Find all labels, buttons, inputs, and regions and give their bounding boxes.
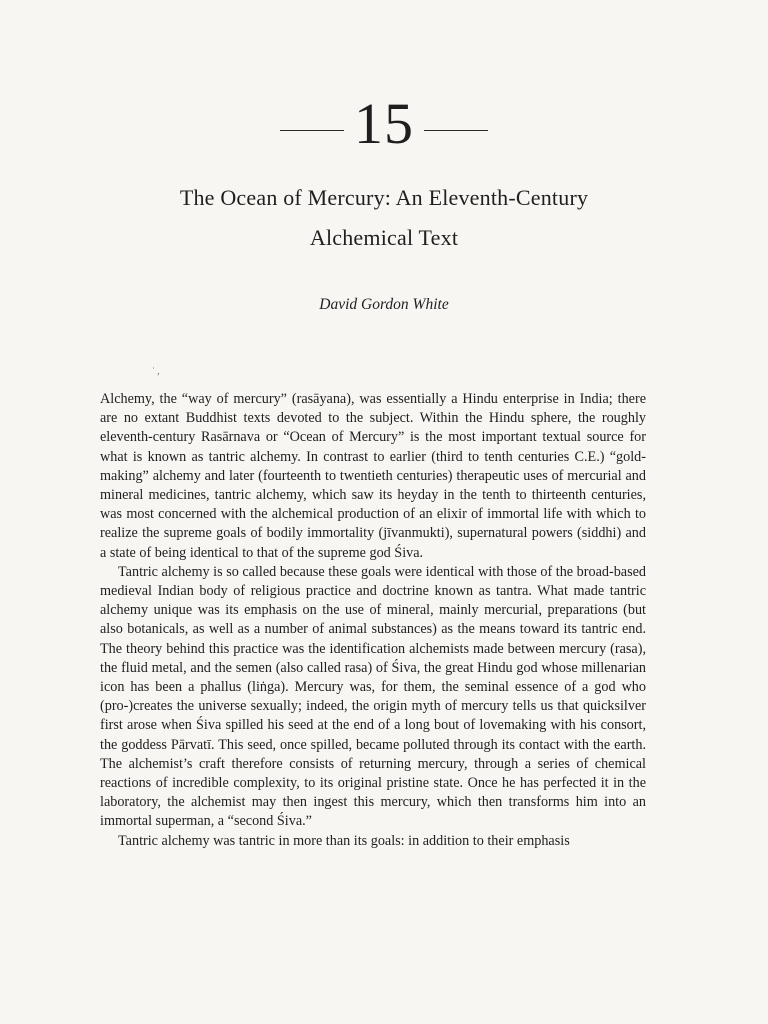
chapter-title-line-2: Alchemical Text (309, 225, 459, 250)
paragraph-1: Alchemy, the “way of mercury” (rasāyana), was essentially a Hindu enterprise in India; there are no extant Buddhist texts devoted to the subject. Within the Hindu sphere, the roughly eleventh-century Rasārnava or “Ocean of Mercury” is the most important textual source for what is known as tantric alchemy. In contrast to earlier (third to tenth centuries C.E.) “gold-making” alchemy and later (fourteenth to twentieth centuries) therapeutic uses of mercurial and mineral medicines, tantric alchemy, which saw its heyday in the tenth to thirteenth centuries, was most concerned with the alchemical production of an elixir of immortal life with which to realize the supreme goals of bodily immortality (jīvanmukti), supernatural powers (siddhi) and a state of being identical to that of the supreme god Śiva. (100, 391, 646, 561)
chapter-title (0, 178, 768, 258)
author-name: David Gordon White (319, 296, 449, 313)
chapter-heading (0, 92, 768, 156)
body-text (100, 390, 646, 851)
paragraph-3: Tantric alchemy was tantric in more than its goals: in addition to their emphasis (118, 832, 570, 849)
right-rule (424, 130, 488, 131)
chapter-number: 15 (354, 91, 414, 156)
print-speck: ˙ , (152, 366, 160, 376)
chapter-title-line-1: The Ocean of Mercury: An Eleventh-Century (179, 185, 589, 210)
left-rule (280, 130, 344, 131)
paragraph-2: Tantric alchemy is so called because these goals were identical with those of the broad-based medieval Indian body of religious practice and doctrine known as tantra. What made tantric alchemy unique was its emphasis on the use of mineral, mainly mercurial, preparations (but also botanicals, as well as a number of animal substances) as the means toward its tantric end. The theory behind this practice was the identification alchemists made between mercury (rasa), the fluid metal, and the semen (also called rasa) of Śiva, the great Hindu god whose millenarian icon has been a phallus (liṅga). Mercury was, for them, the seminal essence of a god who (pro-)creates the universe sexually; indeed, the origin myth of mercury tells us that quicksilver first arose when Śiva spilled his seed at the end of a long bout of lovemaking with his consort, the goddess Pārvatī. This seed, once spilled, became polluted through its contact with the earth. The alchemist’s craft therefore consists of returning mercury, through a series of chemical reactions of incredible complexity, to its original pristine state. Once he has perfected it in the laboratory, the alchemist may then ingest this mercury, which then transforms him into an immortal superman, a “second Śiva.” (100, 563, 646, 830)
